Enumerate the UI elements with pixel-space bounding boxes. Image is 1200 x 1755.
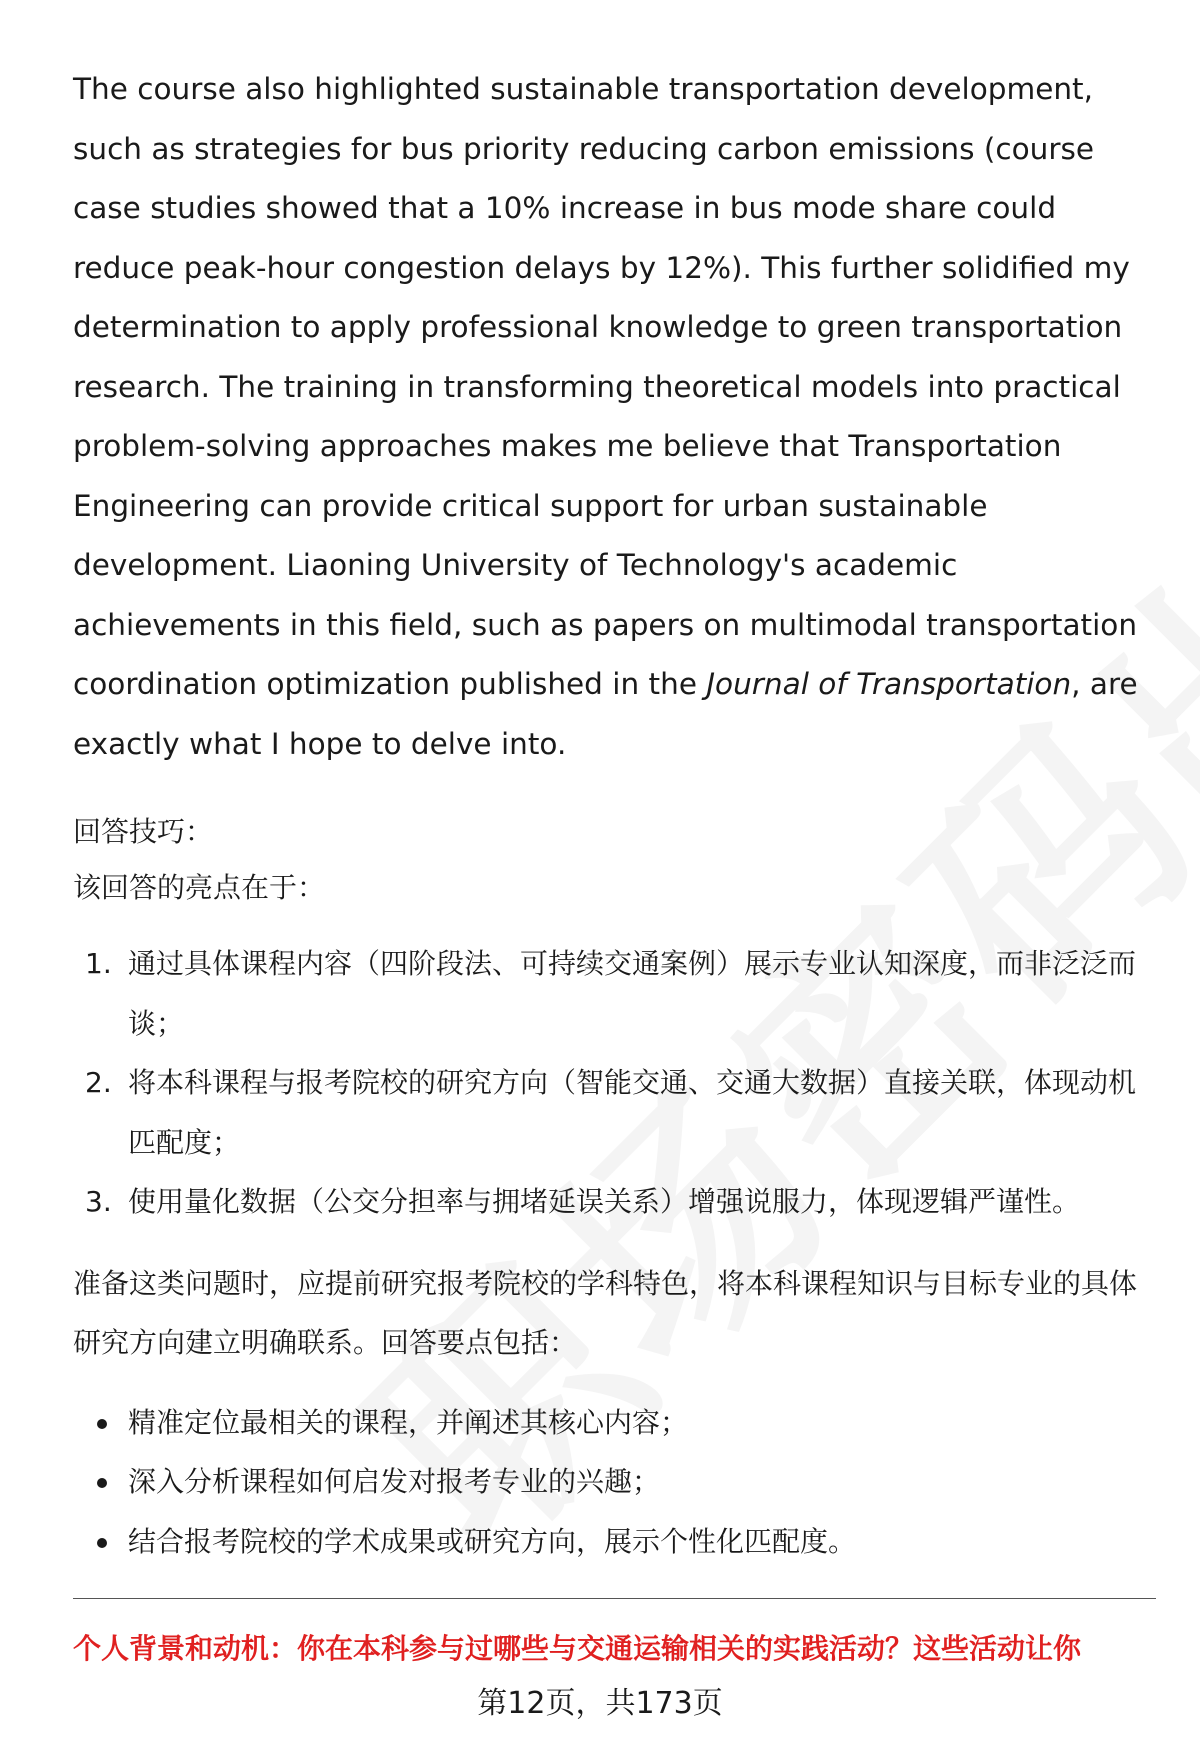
- page-content: [73, 60, 1158, 1571]
- list-item: [73, 934, 1158, 1053]
- preparation-paragraph: 准备这类问题时，应提前研究报考院校的学科特色，将本科课程知识与目标专业的具体研究方向建立明确联系。回答要点包括：: [73, 1266, 1138, 1359]
- list-item-number: 3.: [85, 1185, 112, 1218]
- answer-paragraph-text: The course also highlighted sustainable transportation development, such as strategies for bus priority reducing carbon emissions (course case studies showed that a 10% increase in bus mode share could reduce peak-hour congestion delays by 12%). This further solidified my determination to apply professional knowledge to green transportation research. The training in transforming theoretical models into practical problem-solving approaches makes me believe that Transportation Engineering can provide critical support for urban sustainable development. Liaoning University of Technology's academic achievements in this field, such as papers on multimodal transportation coordination optimization published in the: [73, 72, 1138, 701]
- list-item: [73, 1512, 1158, 1572]
- list-item-number: 1.: [85, 947, 112, 980]
- section-divider: [73, 1598, 1156, 1599]
- journal-title: Journal of Transportation: [706, 667, 1072, 701]
- list-item: [73, 1393, 1158, 1453]
- highlights-intro: 该回答的亮点在于：: [73, 871, 326, 904]
- list-item-text: 通过具体课程内容（四阶段法、可持续交通案例）展示专业认知深度，而非泛泛而谈；: [128, 947, 1137, 1040]
- tips-heading: 回答技巧：: [73, 815, 214, 848]
- highlights-list: [73, 934, 1158, 1232]
- answer-paragraph: [73, 60, 1158, 774]
- list-item: [73, 1172, 1158, 1232]
- answer-paragraph-tail: , are exactly what I hope to delve into.: [73, 667, 1138, 761]
- list-item-text: 将本科课程与报考院校的研究方向（智能交通、交通大数据）直接关联，体现动机匹配度；: [128, 1066, 1137, 1159]
- list-item: [73, 1452, 1158, 1512]
- page-number: 第12页，共173页: [477, 1686, 723, 1721]
- key-points-list: [73, 1393, 1158, 1572]
- list-item-text: 精准定位最相关的课程，并阐述其核心内容；: [128, 1405, 689, 1439]
- list-item-text: 结合报考院校的学术成果或研究方向，展示个性化匹配度。: [128, 1524, 857, 1558]
- list-item-text: 深入分析课程如何启发对报考专业的兴趣；: [128, 1465, 661, 1498]
- list-item-text: 使用量化数据（公交分担率与拥堵延误关系）增强说服力，体现逻辑严谨性。: [128, 1185, 1081, 1218]
- list-item-number: 2.: [85, 1066, 112, 1099]
- bullet-icon: [97, 1478, 107, 1488]
- bullet-icon: [97, 1538, 107, 1548]
- next-question-heading: 个人背景和动机：你在本科参与过哪些与交通运输相关的实践活动？这些活动让你: [73, 1632, 1082, 1665]
- list-item: [73, 1053, 1158, 1172]
- bullet-icon: [97, 1419, 107, 1429]
